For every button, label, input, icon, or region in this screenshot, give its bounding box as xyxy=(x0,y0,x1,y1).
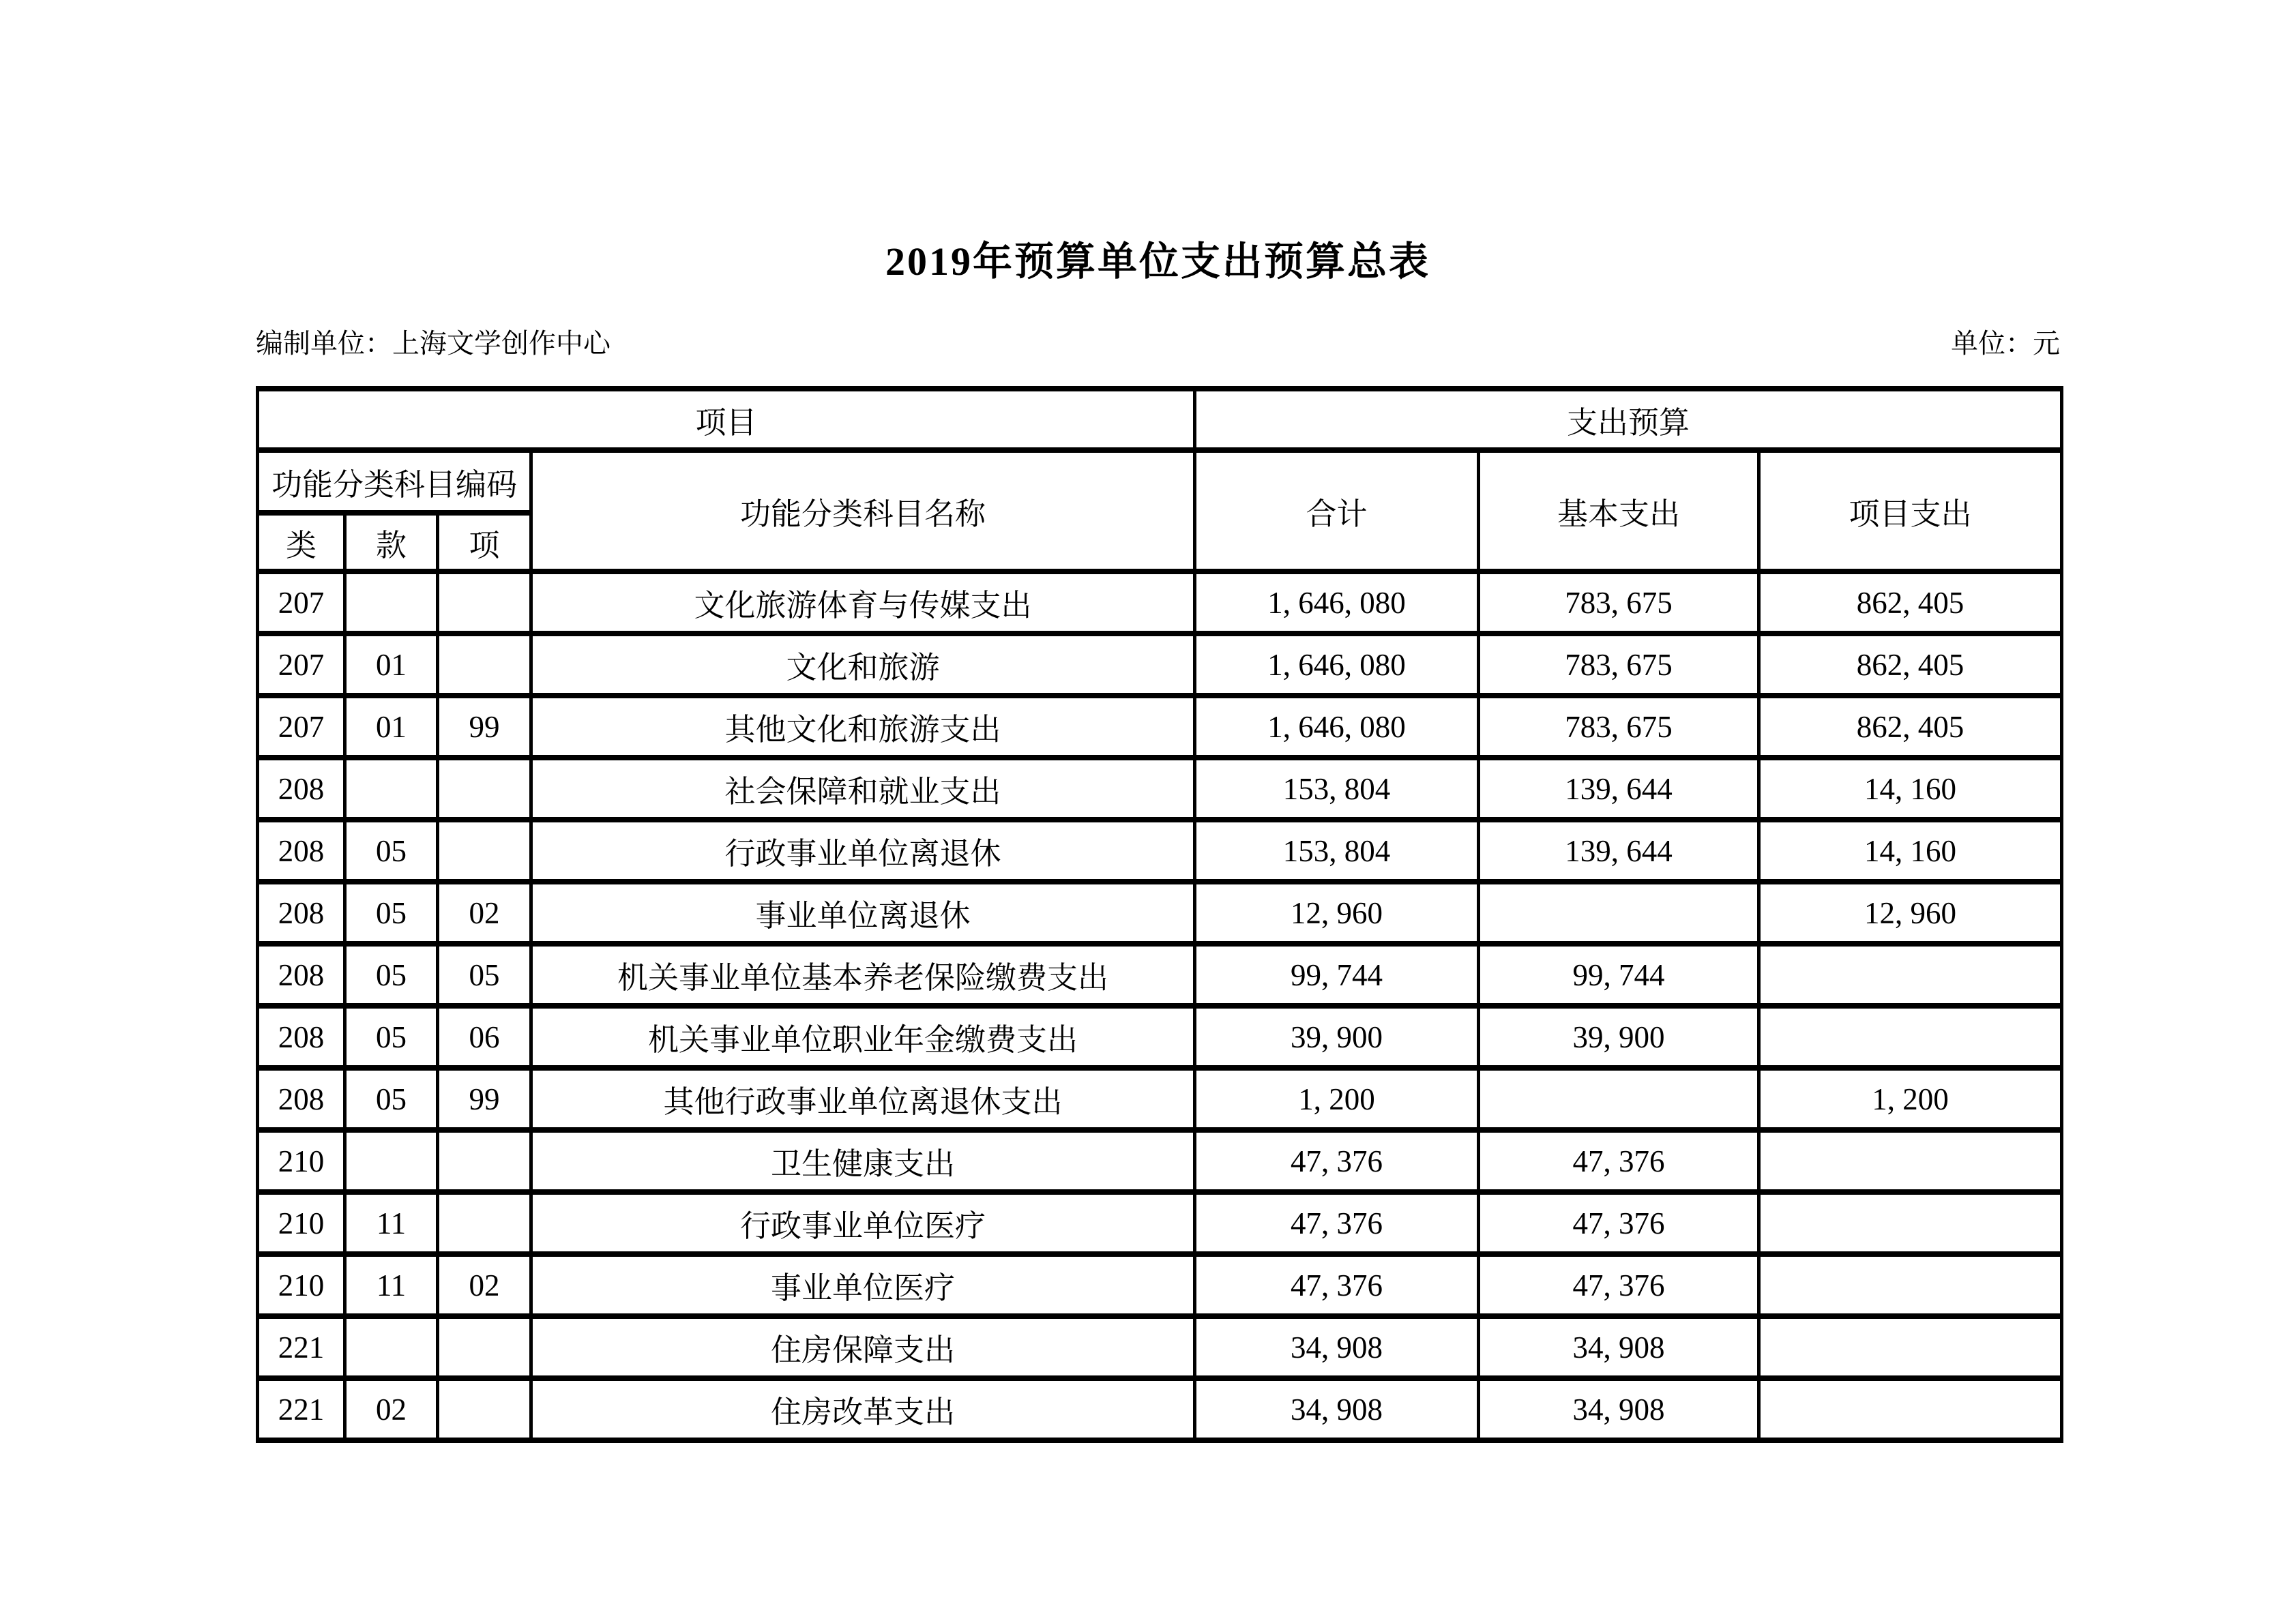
cell-project-expenditure xyxy=(1759,1192,2062,1254)
cell-item-code xyxy=(438,1378,531,1440)
cell-class-code: 208 xyxy=(258,758,345,820)
cell-basic-expenditure: 39, 900 xyxy=(1479,1006,1759,1068)
table-row xyxy=(258,820,2062,882)
header-function-name: 功能分类科目名称 xyxy=(531,450,1195,571)
table-row xyxy=(258,1068,2062,1130)
cell-section-code xyxy=(345,571,438,634)
table-row xyxy=(258,1316,2062,1378)
cell-item-code: 02 xyxy=(438,882,531,944)
cell-function-name: 住房改革支出 xyxy=(531,1378,1195,1440)
cell-class-code: 207 xyxy=(258,571,345,634)
cell-total: 1, 646, 080 xyxy=(1195,696,1479,758)
cell-item-code xyxy=(438,1316,531,1378)
header-row-code xyxy=(258,450,2062,513)
cell-function-name: 事业单位医疗 xyxy=(531,1254,1195,1316)
cell-class-code: 208 xyxy=(258,944,345,1006)
meta-row xyxy=(256,322,2060,361)
table-row xyxy=(258,944,2062,1006)
cell-project-expenditure xyxy=(1759,1254,2062,1316)
cell-total: 99, 744 xyxy=(1195,944,1479,1006)
cell-item-code xyxy=(438,634,531,696)
cell-total: 153, 804 xyxy=(1195,820,1479,882)
cell-section-code: 02 xyxy=(345,1378,438,1440)
cell-function-name: 机关事业单位职业年金缴费支出 xyxy=(531,1006,1195,1068)
cell-function-name: 住房保障支出 xyxy=(531,1316,1195,1378)
cell-class-code: 208 xyxy=(258,1006,345,1068)
cell-section-code: 05 xyxy=(345,1068,438,1130)
cell-basic-expenditure xyxy=(1479,882,1759,944)
cell-item-code: 99 xyxy=(438,1068,531,1130)
cell-section-code: 11 xyxy=(345,1192,438,1254)
cell-section-code xyxy=(345,1316,438,1378)
cell-function-name: 文化旅游体育与传媒支出 xyxy=(531,571,1195,634)
cell-item-code: 06 xyxy=(438,1006,531,1068)
cell-class-code: 221 xyxy=(258,1378,345,1440)
table-row xyxy=(258,882,2062,944)
cell-item-code xyxy=(438,1192,531,1254)
cell-total: 47, 376 xyxy=(1195,1254,1479,1316)
cell-class-code: 208 xyxy=(258,882,345,944)
cell-total: 39, 900 xyxy=(1195,1006,1479,1068)
cell-basic-expenditure: 139, 644 xyxy=(1479,758,1759,820)
cell-function-name: 事业单位离退休 xyxy=(531,882,1195,944)
cell-project-expenditure xyxy=(1759,1316,2062,1378)
cell-class-code: 207 xyxy=(258,696,345,758)
cell-project-expenditure: 862, 405 xyxy=(1759,571,2062,634)
table-row xyxy=(258,696,2062,758)
cell-function-name: 其他文化和旅游支出 xyxy=(531,696,1195,758)
table-row xyxy=(258,1378,2062,1440)
table-row xyxy=(258,1254,2062,1316)
cell-item-code: 02 xyxy=(438,1254,531,1316)
header-row-groups xyxy=(258,389,2062,450)
cell-section-code: 11 xyxy=(345,1254,438,1316)
cell-function-name: 行政事业单位离退休 xyxy=(531,820,1195,882)
cell-total: 47, 376 xyxy=(1195,1130,1479,1192)
cell-total: 34, 908 xyxy=(1195,1316,1479,1378)
cell-basic-expenditure: 99, 744 xyxy=(1479,944,1759,1006)
cell-section-code: 01 xyxy=(345,634,438,696)
cell-basic-expenditure: 34, 908 xyxy=(1479,1378,1759,1440)
cell-class-code: 208 xyxy=(258,1068,345,1130)
table-row xyxy=(258,571,2062,634)
header-class: 类 xyxy=(258,513,345,571)
header-budget-group: 支出预算 xyxy=(1195,389,2062,450)
table-row xyxy=(258,634,2062,696)
cell-item-code xyxy=(438,571,531,634)
cell-project-expenditure xyxy=(1759,1006,2062,1068)
cell-class-code: 207 xyxy=(258,634,345,696)
cell-section-code: 05 xyxy=(345,1006,438,1068)
cell-section-code xyxy=(345,758,438,820)
cell-function-name: 卫生健康支出 xyxy=(531,1130,1195,1192)
cell-project-expenditure xyxy=(1759,1378,2062,1440)
cell-function-name: 社会保障和就业支出 xyxy=(531,758,1195,820)
cell-class-code: 221 xyxy=(258,1316,345,1378)
cell-item-code xyxy=(438,1130,531,1192)
cell-function-name: 机关事业单位基本养老保险缴费支出 xyxy=(531,944,1195,1006)
page-title: 2019年预算单位支出预算总表 xyxy=(885,239,1430,284)
cell-total: 1, 646, 080 xyxy=(1195,634,1479,696)
cell-project-expenditure: 1, 200 xyxy=(1759,1068,2062,1130)
cell-total: 34, 908 xyxy=(1195,1378,1479,1440)
cell-basic-expenditure: 34, 908 xyxy=(1479,1316,1759,1378)
cell-basic-expenditure: 47, 376 xyxy=(1479,1254,1759,1316)
cell-item-code xyxy=(438,820,531,882)
cell-item-code: 99 xyxy=(438,696,531,758)
cell-project-expenditure xyxy=(1759,944,2062,1006)
cell-function-name: 文化和旅游 xyxy=(531,634,1195,696)
prepared-by-label: 编制单位：上海文学创作中心 xyxy=(256,328,610,359)
cell-project-expenditure xyxy=(1759,1130,2062,1192)
cell-function-name: 行政事业单位医疗 xyxy=(531,1192,1195,1254)
cell-item-code xyxy=(438,758,531,820)
cell-basic-expenditure: 47, 376 xyxy=(1479,1130,1759,1192)
cell-section-code xyxy=(345,1130,438,1192)
cell-class-code: 210 xyxy=(258,1130,345,1192)
header-project-group: 项目 xyxy=(258,389,1195,450)
cell-total: 47, 376 xyxy=(1195,1192,1479,1254)
page xyxy=(256,0,2060,1623)
cell-item-code: 05 xyxy=(438,944,531,1006)
cell-section-code: 01 xyxy=(345,696,438,758)
cell-project-expenditure: 12, 960 xyxy=(1759,882,2062,944)
cell-total: 1, 646, 080 xyxy=(1195,571,1479,634)
header-project-expenditure: 项目支出 xyxy=(1759,450,2062,571)
cell-project-expenditure: 14, 160 xyxy=(1759,758,2062,820)
cell-basic-expenditure xyxy=(1479,1068,1759,1130)
cell-basic-expenditure: 783, 675 xyxy=(1479,634,1759,696)
cell-project-expenditure: 862, 405 xyxy=(1759,696,2062,758)
unit-label: 单位：元 xyxy=(1951,328,2060,359)
table-row xyxy=(258,758,2062,820)
header-section: 款 xyxy=(345,513,438,571)
header-item: 项 xyxy=(438,513,531,571)
cell-total: 1, 200 xyxy=(1195,1068,1479,1130)
cell-basic-expenditure: 47, 376 xyxy=(1479,1192,1759,1254)
cell-class-code: 210 xyxy=(258,1254,345,1316)
table-row xyxy=(258,1006,2062,1068)
cell-total: 153, 804 xyxy=(1195,758,1479,820)
cell-project-expenditure: 14, 160 xyxy=(1759,820,2062,882)
cell-basic-expenditure: 783, 675 xyxy=(1479,696,1759,758)
budget-table xyxy=(256,386,2063,1443)
cell-total: 12, 960 xyxy=(1195,882,1479,944)
cell-class-code: 208 xyxy=(258,820,345,882)
cell-basic-expenditure: 783, 675 xyxy=(1479,571,1759,634)
cell-section-code: 05 xyxy=(345,944,438,1006)
table-row xyxy=(258,1192,2062,1254)
cell-section-code: 05 xyxy=(345,882,438,944)
cell-section-code: 05 xyxy=(345,820,438,882)
header-total: 合计 xyxy=(1195,450,1479,571)
header-function-code-group: 功能分类科目编码 xyxy=(258,450,531,513)
cell-basic-expenditure: 139, 644 xyxy=(1479,820,1759,882)
cell-project-expenditure: 862, 405 xyxy=(1759,634,2062,696)
cell-function-name: 其他行政事业单位离退休支出 xyxy=(531,1068,1195,1130)
table-row xyxy=(258,1130,2062,1192)
header-basic-expenditure: 基本支出 xyxy=(1479,450,1759,571)
cell-class-code: 210 xyxy=(258,1192,345,1254)
